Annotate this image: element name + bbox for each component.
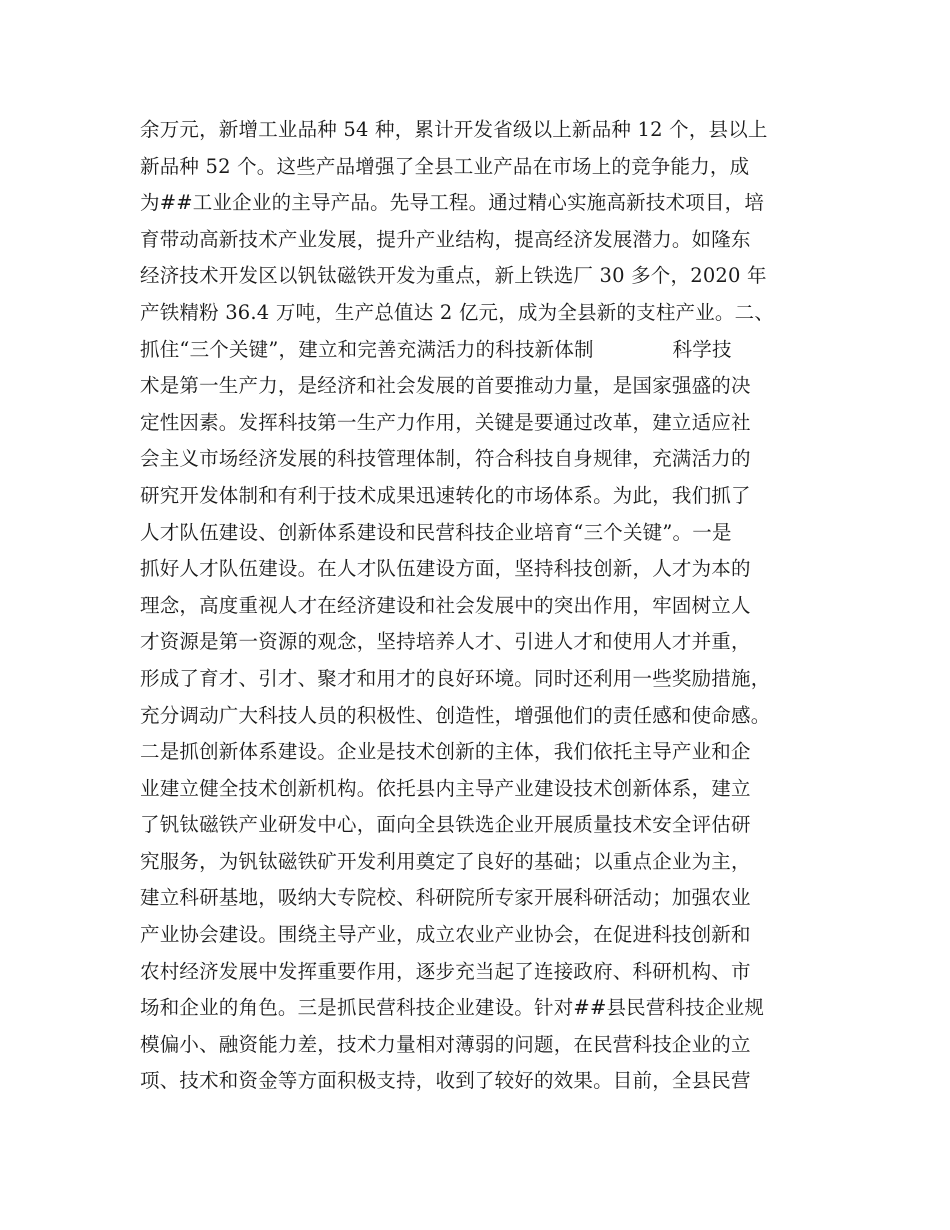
text-line: 场和企业的角色。三是抓民营科技企业建设。针对##县民营科技企业规: [140, 996, 765, 1020]
text-line: 定性因素。发挥科技第一生产力作用，关键是要通过改革，建立适应社: [140, 410, 751, 434]
text-line: 余万元，新增工业品种 54 种，累计开发省级以上新品种 12 个，县以上: [140, 118, 768, 141]
text-line: 育带动高新技术产业发展，提升产业结构，提高经济发展潜力。如隆东: [140, 227, 751, 251]
text-line: 了钒钛磁铁产业研发中心，面向全县铁选企业开展质量技术安全评估研: [140, 813, 751, 837]
text-line: 抓住“三个关键”，建立和完善充满活力的科技新体制 科学技: [140, 337, 732, 361]
text-line: 模偏小、融资能力差，技术力量相对薄弱的问题，在民营科技企业的立: [140, 1032, 751, 1056]
text-line: 项、技术和资金等方面积极支持，收到了较好的效果。目前，全县民营: [140, 1069, 751, 1093]
text-line: 形成了育才、引才、聚才和用才的良好环境。同时还利用一些奖励措施，: [140, 666, 771, 690]
text-line: 抓好人才队伍建设。在人才队伍建设方面，坚持科技创新，人才为本的: [140, 557, 751, 581]
text-line: 术是第一生产力，是经济和社会发展的首要推动力量，是国家强盛的决: [140, 374, 751, 398]
text-line: 研究开发体制和有利于技术成果迅速转化的市场体系。为此，我们抓了: [140, 483, 751, 507]
body-text: [140, 112, 840, 1100]
text-line: 会主义市场经济发展的科技管理体制，符合科技自身规律，充满活力的: [140, 447, 751, 471]
text-line: 经济技术开发区以钒钛磁铁开发为重点，新上铁选厂 30 多个，2020 年: [140, 264, 767, 288]
text-line: 人才队伍建设、创新体系建设和民营科技企业培育“三个关键”。一是: [140, 520, 732, 544]
text-line: 业建立健全技术创新机构。依托县内主导产业建设技术创新体系，建立: [140, 776, 751, 800]
text-line: 充分调动广大科技人员的积极性、创造性，增强他们的责任感和使命感。: [140, 703, 771, 727]
text-line: 产业协会建设。围绕主导产业，成立农业产业协会，在促进科技创新和: [140, 923, 751, 947]
text-line: 建立科研基地，吸纳大专院校、科研院所专家开展科研活动；加强农业: [140, 886, 751, 910]
text-line: 产铁精粉 36.4 万吨，生产总值达 2 亿元，成为全县新的支柱产业。二、: [140, 300, 775, 324]
text-line: 理念，高度重视人才在经济建设和社会发展中的突出作用，牢固树立人: [140, 593, 751, 617]
text-line: 才资源是第一资源的观念，坚持培养人才、引进人才和使用人才并重，: [140, 630, 751, 654]
text-line: 二是抓创新体系建设。企业是技术创新的主体，我们依托主导产业和企: [140, 740, 751, 764]
text-line: 新品种 52 个。这些产品增强了全县工业产品在市场上的竞争能力，成: [140, 154, 750, 178]
text-line: 农村经济发展中发挥重要作用，逐步充当起了连接政府、科研机构、市: [140, 959, 751, 983]
text-line: 为##工业企业的主导产品。先导工程。通过精心实施高新技术项目，培: [140, 191, 765, 215]
text-line: 究服务，为钒钛磁铁矿开发利用奠定了良好的基础；以重点企业为主，: [140, 849, 751, 873]
